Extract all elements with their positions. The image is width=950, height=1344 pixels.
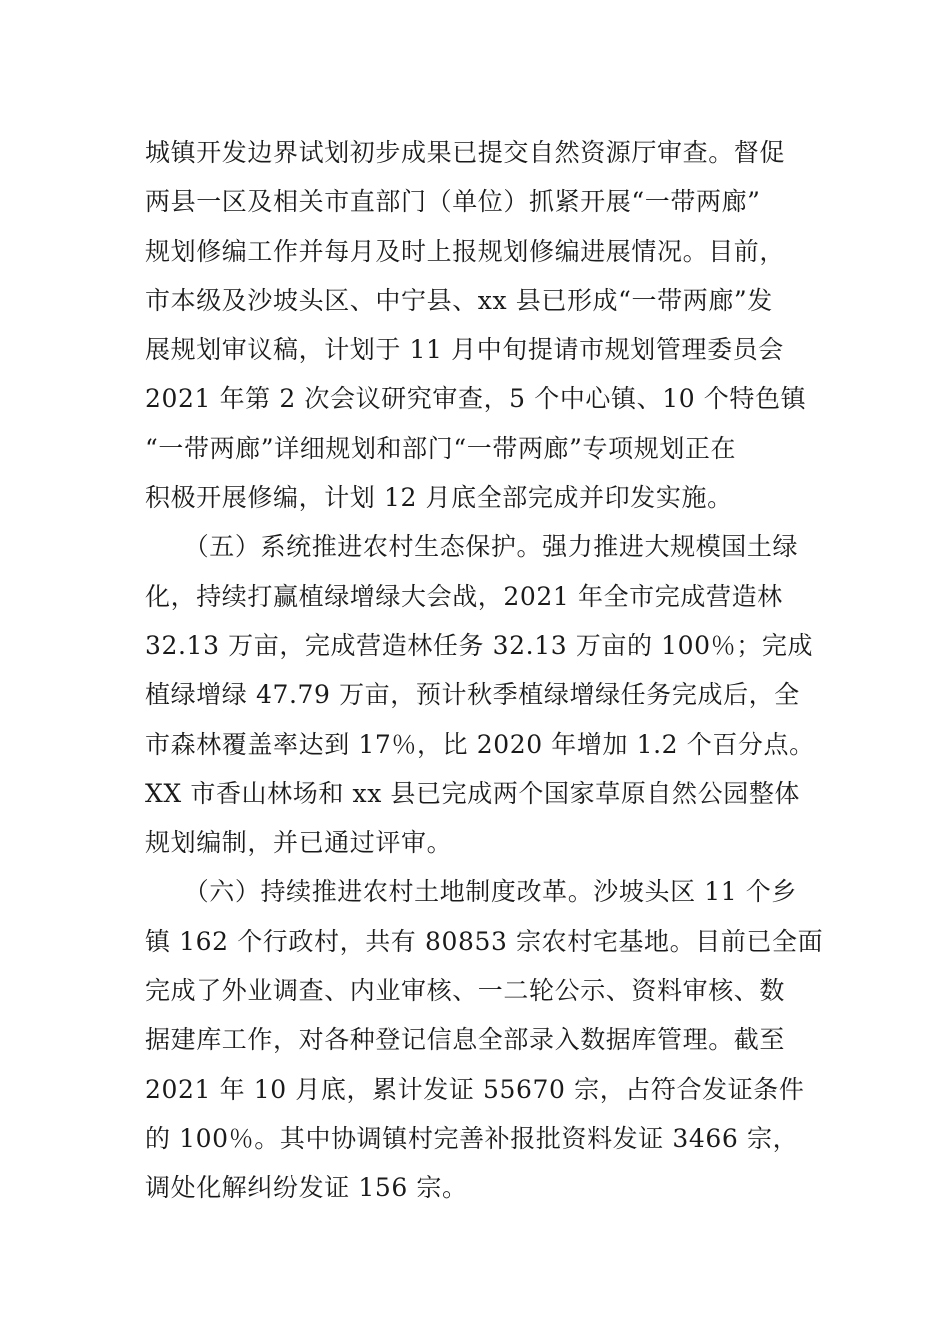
section-heading-line: （六）持续推进农村土地制度改革。沙坡头区 11 个乡 — [145, 877, 798, 907]
text-line: 镇 162 个行政村，共有 80853 宗农村宅基地。目前已全面 — [145, 926, 824, 956]
text-line: 调处化解纠纷发证 156 宗。 — [145, 1173, 468, 1203]
text-line: 展规划审议稿，计划于 11 月中旬提请市规划管理委员会 — [145, 335, 784, 365]
text-line: XX 市香山林场和 xx 县已完成两个国家草原自然公园整体 — [145, 778, 801, 808]
text-line: 完成了外业调查、内业审核、一二轮公示、资料审核、数 — [145, 976, 786, 1006]
text-line: 2021 年第 2 次会议研究审查，5 个中心镇、10 个特色镇 — [145, 384, 807, 414]
text-line: “一带两廊”详细规划和部门“一带两廊”专项规划正在 — [145, 433, 737, 463]
text-line: 据建库工作，对各种登记信息全部录入数据库管理。截至 — [145, 1025, 786, 1055]
text-line: 市森林覆盖率达到 17％，比 2020 年增加 1.2 个百分点。 — [145, 729, 815, 759]
text-line: 的 100％。其中协调镇村完善补报批资料发证 3466 宗， — [145, 1123, 799, 1153]
text-line: 32.13 万亩，完成营造林任务 32.13 万亩的 100％；完成 — [145, 630, 814, 660]
text-line: 市本级及沙坡头区、中宁县、xx 县已形成“一带两廊”发 — [145, 285, 773, 315]
text-line: 化，持续打赢植绿增绿大会战，2021 年全市完成营造林 — [145, 581, 783, 611]
section-heading-line: （五）系统推进农村生态保护。强力推进大规模国土绿 — [145, 532, 799, 562]
text-line: 规划编制，并已通过评审。 — [145, 828, 453, 858]
text-line: 两县一区及相关市直部门（单位）抓紧开展“一带两廊” — [145, 187, 761, 217]
document-body — [145, 128, 824, 1213]
text-line: 2021 年 10 月底，累计发证 55670 宗，占符合发证条件 — [145, 1074, 805, 1104]
text-line: 规划修编工作并每月及时上报规划修编进展情况。目前， — [145, 236, 786, 266]
text-line: 城镇开发边界试划初步成果已提交自然资源厅审查。督促 — [145, 138, 786, 167]
text-line: 积极开展修编，计划 12 月底全部完成并印发实施。 — [145, 483, 733, 513]
text-line: 植绿增绿 47.79 万亩，预计秋季植绿增绿任务完成后，全 — [145, 680, 800, 710]
